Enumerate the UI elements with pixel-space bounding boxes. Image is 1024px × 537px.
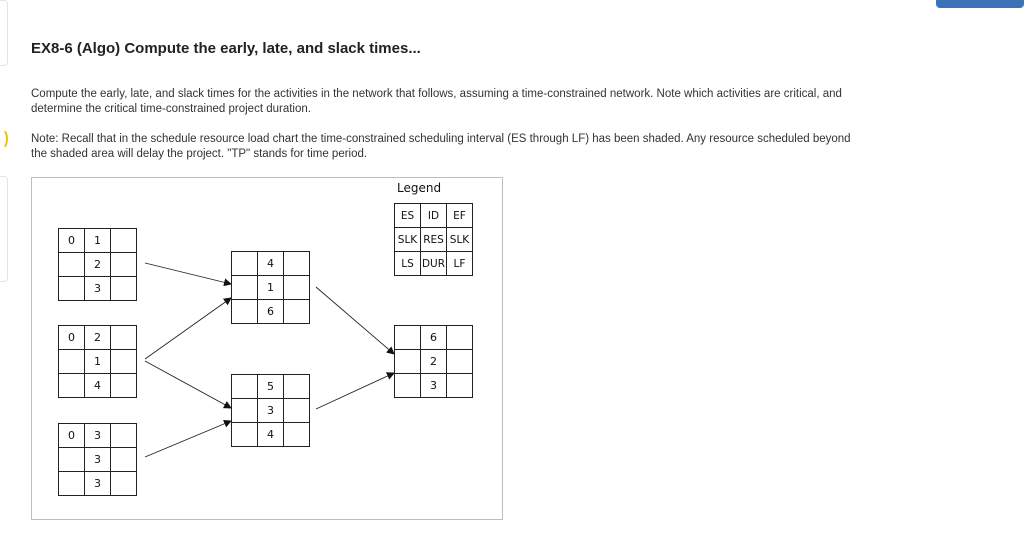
question-title: EX8-6 (Algo) Compute the early, late, and slack times... — [31, 40, 421, 57]
arrow-1-to-4 — [145, 263, 231, 284]
arrow-5-to-6 — [316, 373, 394, 409]
node-ef — [284, 375, 310, 399]
node-ef — [111, 326, 137, 350]
question-note: Note: Recall that in the schedule resource load chart the time-constrained scheduling interval (ES through LF) has been shaded. Any resource scheduled beyond the shaded area will delay the project. "TP" stands for time period. — [31, 133, 851, 160]
node-ls — [232, 300, 258, 324]
node-id: 2 — [85, 326, 111, 350]
node-slk — [284, 276, 310, 300]
legend-title: Legend — [397, 181, 442, 195]
node-es: 0 — [59, 326, 85, 350]
node-id: 6 — [421, 326, 447, 350]
activity-node-1 — [58, 228, 137, 301]
node-dur: 3 — [421, 374, 447, 398]
legend-box — [394, 203, 473, 276]
node-res: 1 — [85, 350, 111, 374]
node-lf — [284, 300, 310, 324]
activity-node-4 — [231, 251, 310, 324]
node-id: 5 — [258, 375, 284, 399]
legend-slk-right: SLK — [447, 228, 473, 252]
top-right-button[interactable] — [936, 0, 1024, 8]
node-slk — [284, 399, 310, 423]
node-slk — [447, 350, 473, 374]
node-dur: 4 — [258, 423, 284, 447]
activity-node-6 — [394, 325, 473, 398]
left-rail-card — [0, 0, 8, 66]
node-ef — [284, 252, 310, 276]
legend-dur: DUR — [421, 252, 447, 276]
node-ef — [111, 229, 137, 253]
node-slk — [59, 448, 85, 472]
node-lf — [111, 472, 137, 496]
node-dur: 6 — [258, 300, 284, 324]
node-id: 4 — [258, 252, 284, 276]
node-lf — [111, 374, 137, 398]
node-ls — [59, 277, 85, 301]
legend-ls: LS — [395, 252, 421, 276]
legend-lf: LF — [447, 252, 473, 276]
arrow-2-to-5 — [145, 361, 231, 408]
node-lf — [284, 423, 310, 447]
question-instructions: Compute the early, late, and slack times for the activities in the network that follows, assuming a time-constrained network. Note which activities are critical, and determine the critical time-constrained project duration. — [31, 88, 842, 115]
node-lf — [447, 374, 473, 398]
node-lf — [111, 277, 137, 301]
node-ls — [232, 423, 258, 447]
node-ls — [59, 472, 85, 496]
question-marker-icon — [0, 128, 8, 150]
node-res: 3 — [258, 399, 284, 423]
activity-node-5 — [231, 374, 310, 447]
node-es — [232, 375, 258, 399]
node-slk — [395, 350, 421, 374]
node-slk — [232, 399, 258, 423]
legend-es: ES — [395, 204, 421, 228]
activity-node-2 — [58, 325, 137, 398]
node-slk — [111, 448, 137, 472]
legend-ef: EF — [447, 204, 473, 228]
node-es: 0 — [59, 424, 85, 448]
node-slk — [59, 350, 85, 374]
node-res: 1 — [258, 276, 284, 300]
network-diagram — [31, 177, 503, 520]
node-res: 2 — [421, 350, 447, 374]
arrow-3-to-5 — [145, 421, 231, 457]
node-ef — [447, 326, 473, 350]
legend-res: RES — [421, 228, 447, 252]
legend-slk-left: SLK — [395, 228, 421, 252]
node-dur: 3 — [85, 472, 111, 496]
left-rail-card — [0, 176, 8, 282]
legend-id: ID — [421, 204, 447, 228]
node-res: 3 — [85, 448, 111, 472]
node-slk — [232, 276, 258, 300]
node-ls — [59, 374, 85, 398]
node-res: 2 — [85, 253, 111, 277]
node-slk — [111, 350, 137, 374]
node-ls — [395, 374, 421, 398]
node-id: 1 — [85, 229, 111, 253]
node-ef — [111, 424, 137, 448]
node-es: 0 — [59, 229, 85, 253]
node-slk — [59, 253, 85, 277]
node-id: 3 — [85, 424, 111, 448]
node-es — [395, 326, 421, 350]
node-es — [232, 252, 258, 276]
node-dur: 3 — [85, 277, 111, 301]
arrow-2-to-4 — [145, 298, 231, 359]
node-slk — [111, 253, 137, 277]
arrow-4-to-6 — [316, 287, 394, 354]
activity-node-3 — [58, 423, 137, 496]
node-dur: 4 — [85, 374, 111, 398]
